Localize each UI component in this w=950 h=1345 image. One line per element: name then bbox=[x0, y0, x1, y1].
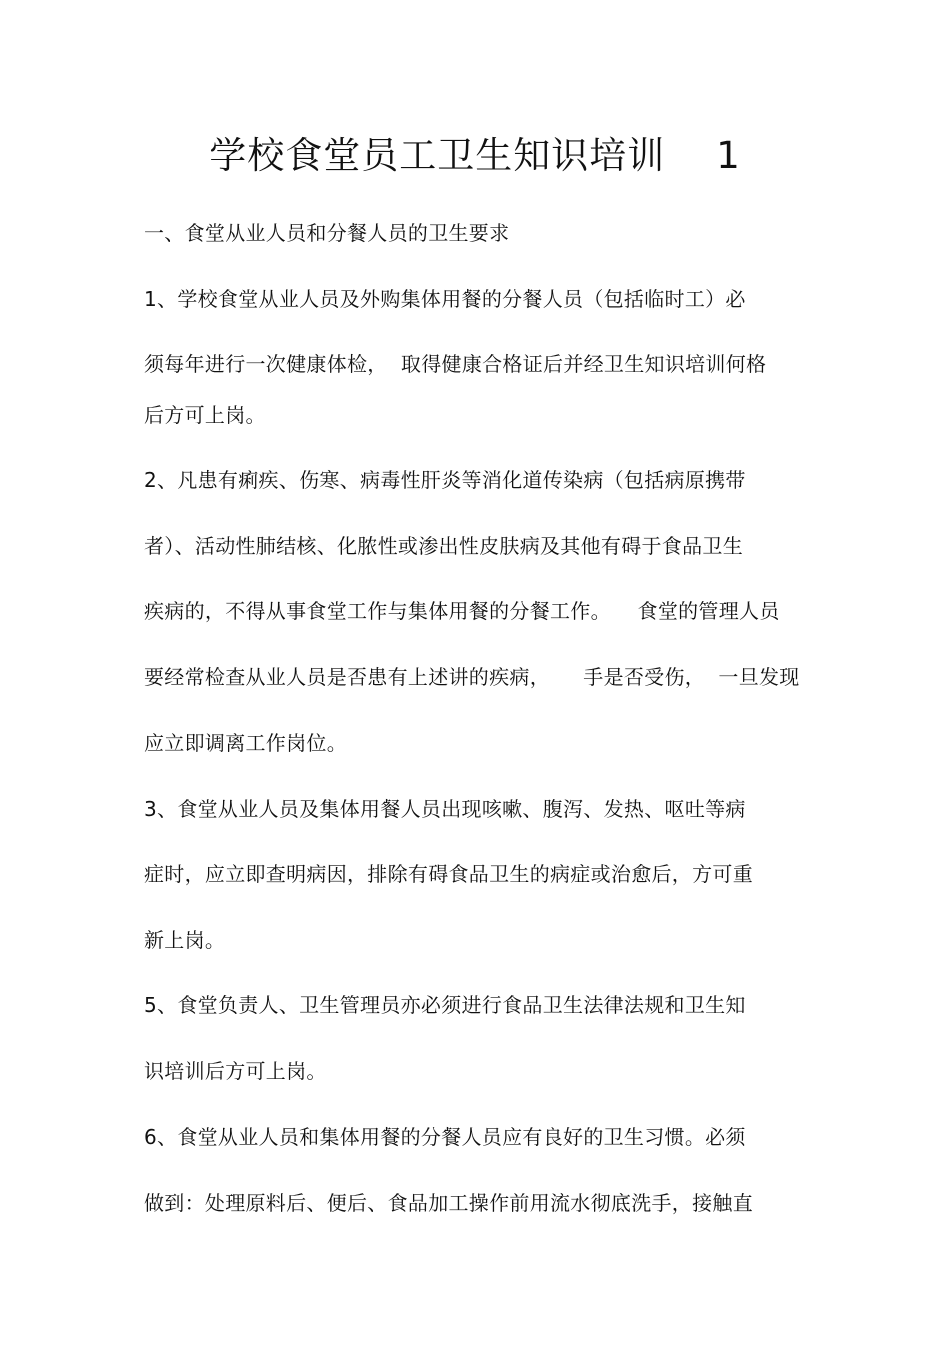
paragraph-line: 5、食堂负责人、卫生管理员亦必须进行食品卫生法律法规和卫生知 bbox=[144, 993, 746, 1017]
paragraph-line: 须每年进行一次健康体检， 取得健康合格证后并经卫生知识培训何格 bbox=[144, 352, 767, 376]
paragraph-line: 6、食堂从业人员和集体用餐的分餐人员应有良好的卫生习惯。必须 bbox=[144, 1125, 746, 1149]
paragraph-line: 后方可上岗。 bbox=[144, 403, 266, 427]
paragraph-line: 识培训后方可上岗。 bbox=[144, 1059, 327, 1083]
paragraph-line: 1、学校食堂从业人员及外购集体用餐的分餐人员（包括临时工）必 bbox=[144, 287, 746, 311]
paragraph-line: 要经常检查从业人员是否患有上述讲的疾病， 手是否受伤， 一旦发现 bbox=[144, 665, 800, 689]
paragraph-line: 症时，应立即查明病因，排除有碍食品卫生的病症或治愈后，方可重 bbox=[144, 862, 753, 886]
paragraph-line: 新上岗。 bbox=[144, 928, 226, 952]
paragraph-line: 应立即调离工作岗位。 bbox=[144, 731, 347, 755]
paragraph-line: 疾病的，不得从事食堂工作与集体用餐的分餐工作。 食堂的管理人员 bbox=[144, 599, 780, 623]
paragraph-line: 做到：处理原料后、便后、食品加工操作前用流水彻底洗手，接触直 bbox=[144, 1191, 753, 1215]
paragraph-line: 2、凡患有痢疾、伤寒、病毒性肝炎等消化道传染病（包括病原携带 bbox=[144, 468, 746, 492]
section-heading: 一、食堂从业人员和分餐人员的卫生要求 bbox=[144, 221, 510, 245]
document-title: 学校食堂员工卫生知识培训 1 bbox=[209, 134, 741, 177]
paragraph-line: 3、食堂从业人员及集体用餐人员出现咳嗽、腹泻、发热、呕吐等病 bbox=[144, 797, 746, 821]
paragraph-line: 者）、活动性肺结核、化脓性或渗出性皮肤病及其他有碍于食品卫生 bbox=[144, 534, 743, 558]
